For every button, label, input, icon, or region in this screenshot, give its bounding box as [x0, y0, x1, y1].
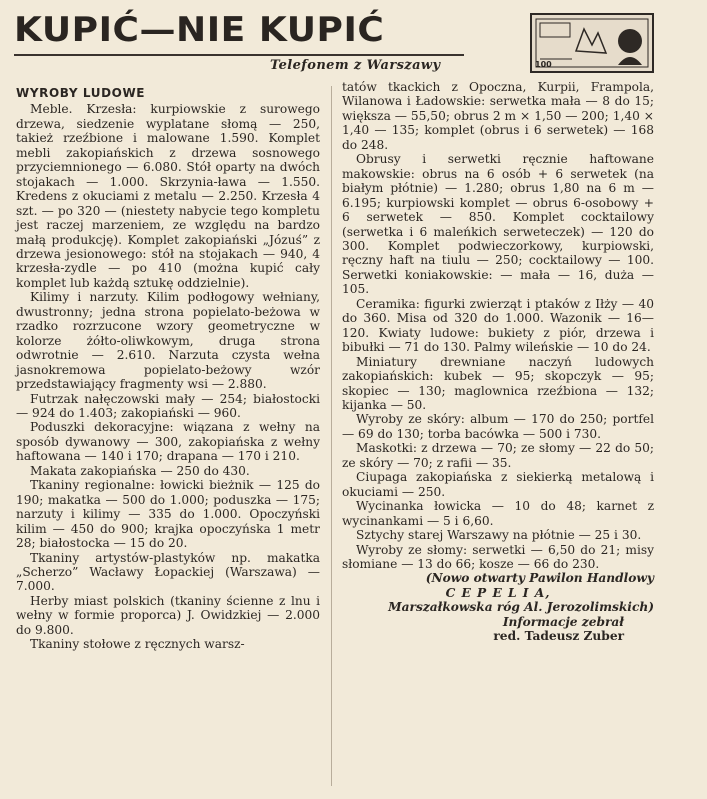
- paragraph-artist-fabrics: Tkaniny artystów-plastyków np. makatka „Scherzo” Wacławy Łopackiej (Warszawa) — 7.000.: [16, 550, 320, 594]
- banknote-value: 100: [535, 60, 552, 69]
- footer-line-2: C E P E L I A,: [445, 585, 551, 600]
- paragraph-ceramics: Ceramika: figurki zwierząt i ptaków z Iłży — 40 do 360. Misa od 320 do 1.000. Wazonik — 16—120. Kwiaty ludowe: bukiety z piór, drzewa i bibułki — 71 do 130. Palmy wileńskie — 10 do 24.: [342, 296, 654, 355]
- section-heading: WYROBY LUDOWE: [16, 86, 146, 100]
- footer-line-5: red. Tadeusz Zuber: [493, 629, 624, 644]
- byline: Telefonem z Warszawy: [270, 58, 441, 73]
- paragraph-engravings: Sztychy starej Warszawy na płótnie — 25 i 30.: [356, 528, 642, 543]
- paragraph-mascots: Maskotki: z drzewa — 70; ze słomy — 22 do 50; ze skóry — 70; z rafii — 35.: [342, 441, 654, 470]
- paragraph-leather: Wyroby ze skóry: album — 170 do 250; portfel — 69 do 130; torba bacówka — 500 i 730.: [342, 412, 654, 441]
- footer-line-3: Marszałkowska róg Al. Jerozolimskich): [388, 600, 654, 615]
- paragraph-straw: Wyroby ze słomy: serwetki — 6,50 do 21; misy słomiane — 13 do 66; kosze — 66 do 230.: [342, 542, 654, 571]
- paragraph-rugs: Kilimy i narzuty. Kilim podłogowy wełniany, dwustronny; jedna strona popielato-beżowa w rzadko rozrzucone wzory geometryczne w kolorze żółto-oliwkowym, druga strona odwrotnie — 2.610. Narzuta czysta wełna jasnokremowa popielato-beżowy wzór przedstawiający fragmenty wsi — 2.880.: [16, 290, 320, 392]
- paragraph-table-linen-cont: tatów tkackich z Opoczna, Kurpii, Frampola, Wilanowa i Ładowskie: serwetka mała — 8 do 15; większa — 55,50; obrus 2 m × 1,50 — 200; 1,40 × 1,40 — 135; komplet (obrus i 6 serwetek) — 168 do 248.: [342, 80, 654, 152]
- paragraph-embroidery: Obrusy i serwetki ręcznie haftowane makowskie: obrus na 6 osób + 6 serwetek (na białym płótnie) — 1.280; obrus 1,80 na 6 m — 6.195; kurpiowski komplet — obrus 6-osobowy + 6 serwetek — 850. Komplet cocktailowy (serwetka i 6 maleńkich serweteczek) — 120 do 300. Komplet podwieczorkowy, kurpiowski, ręczny haft na tiulu — 250; cocktailowy — 100. Serwetki koniakowskie: — mała — 16, duża — 105.: [342, 152, 654, 297]
- paragraph-fur: Futrzak nałęczowski mały — 254; białostocki — 924 do 1.403; zakopiański — 960.: [16, 391, 320, 420]
- paragraph-paper-cut: Wycinanka łowicka — 10 do 48; karnet z wycinankami — 5 i 6,60.: [342, 499, 654, 528]
- page-title: KUPIĆ—NIE KUPIĆ: [14, 10, 385, 50]
- footer-line-1: (Nowo otwarty Pawilon Handlowy: [425, 571, 654, 586]
- paragraph-table-linen-start: Tkaniny stołowe z ręcznych warsz-: [30, 637, 245, 652]
- paragraph-furniture: Meble. Krzesła: kurpiowskie z surowego drzewa, siedzenie wyplatane słomą — 250, takież rzeźbione i malowane 1.590. Komplet mebli zakopiańskich z drzewa sosnowego przyciemnionego — 6.080. Stół oparty na dwóch stojakach — 1.000. Skrzynia-ława — 1.550. Kredens z okuciami z metalu — 2.250. Krzesła 4 szt. — po 320 — (niestety nabycie tego kompletu jest raczej marzeniem, ze względu na bardzo małą produkcję). Komplet zakopiański „Józuś” z drzewa jesionowego: stół na stojakach — 940, 4 krzesła-zydle — po 410 (można kupić cały komplet lub każdą sztukę oddzielnie).: [16, 102, 320, 290]
- paragraph-regional-fabrics: Tkaniny regionalne: łowicki bieżnik — 125 do 190; makatka — 500 do 1.000; poduszka — 175; narzuty i kilimy — 335 do 1.000. Opoczyński kilim — 450 do 900; krajka opoczyńska 1 metr 28; białostocka — 15 do 20.: [16, 478, 320, 551]
- paragraph-cushions: Poduszki dekoracyjne: wiązana z wełny na sposób dywanowy — 300, zakopiańska z wełny haftowana — 140 i 170; drapana — 170 i 210.: [16, 420, 320, 464]
- paragraph-miniatures: Miniatury drewniane naczyń ludowych zakopiańskich: kubek — 95; skopczyk — 95; skopiec — 130; maglownica rzeźbiona — 132; kijanka — 50.: [342, 354, 654, 412]
- paragraph-axe: Ciupaga zakopiańska z siekierką metalową i okuciami — 250.: [342, 470, 654, 499]
- banknote-illustration: [530, 13, 654, 73]
- paragraph-coats-of-arms: Herby miast polskich (tkaniny ścienne z lnu i wełny w formie proporca) J. Owidzkiej — 2.000 do 9.800.: [16, 593, 320, 637]
- left-column: [16, 86, 320, 652]
- paragraph-tapestry: Makata zakopiańska — 250 do 430.: [30, 463, 250, 478]
- right-column: [342, 80, 654, 644]
- column-divider: [331, 86, 332, 786]
- title-rule: [14, 54, 464, 56]
- footer-line-4: Informacje zebrał: [502, 614, 624, 629]
